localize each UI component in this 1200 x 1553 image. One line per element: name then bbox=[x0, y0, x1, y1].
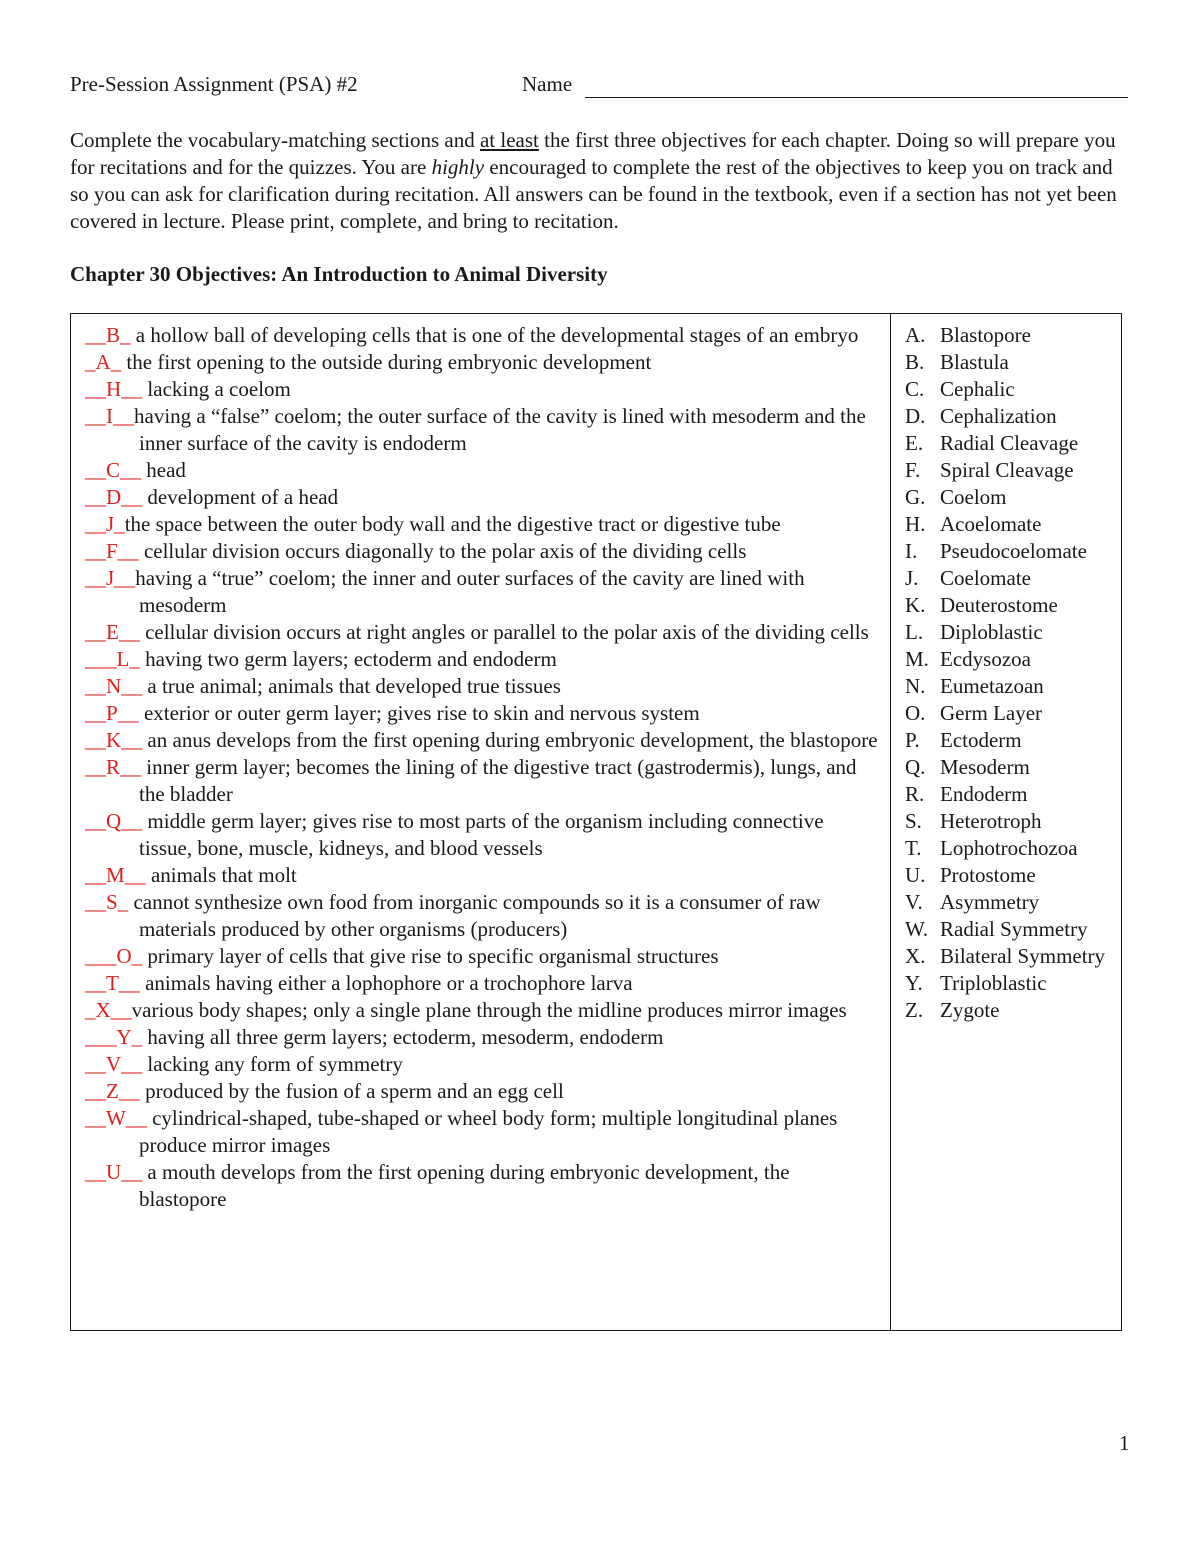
name-label: Name bbox=[522, 72, 573, 96]
definition-item bbox=[85, 1159, 881, 1213]
term-letter: Z. bbox=[905, 998, 924, 1022]
answer-blank[interactable]: ___O_ bbox=[85, 944, 143, 968]
term-name: Zygote bbox=[940, 998, 1000, 1022]
term-item bbox=[905, 403, 1115, 430]
answer-blank[interactable]: __C__ bbox=[85, 458, 142, 482]
definition-item bbox=[85, 565, 881, 619]
term-name: Heterotroph bbox=[940, 809, 1042, 833]
answer-blank[interactable]: __U__ bbox=[85, 1160, 143, 1184]
definition-text: having a “false” coelom; the outer surface of the cavity is lined with mesoderm and the inner surface of the cavity is endoderm bbox=[134, 404, 866, 455]
term-name: Protostome bbox=[940, 863, 1036, 887]
term-item bbox=[905, 754, 1115, 781]
term-item bbox=[905, 457, 1115, 484]
term-letter: H. bbox=[905, 512, 926, 536]
assignment-title: Pre-Session Assignment (PSA) #2 bbox=[70, 72, 358, 96]
term-name: Ectoderm bbox=[940, 728, 1022, 752]
term-item bbox=[905, 997, 1115, 1024]
term-item bbox=[905, 538, 1115, 565]
definition-text: having two germ layers; ectoderm and endoderm bbox=[139, 647, 557, 671]
answer-blank[interactable]: ___L_ bbox=[85, 647, 140, 671]
term-item bbox=[905, 673, 1115, 700]
term-name: Diploblastic bbox=[940, 620, 1043, 644]
term-item bbox=[905, 835, 1115, 862]
term-item bbox=[905, 484, 1115, 511]
definition-item bbox=[85, 889, 881, 943]
term-item bbox=[905, 349, 1115, 376]
answer-blank[interactable]: __P__ bbox=[85, 701, 139, 725]
definition-item bbox=[85, 457, 881, 484]
term-name: Acoelomate bbox=[940, 512, 1042, 536]
definition-item bbox=[85, 862, 881, 889]
term-letter: C. bbox=[905, 377, 925, 401]
answer-blank[interactable]: __R__ bbox=[85, 755, 142, 779]
term-letter: U. bbox=[905, 863, 926, 887]
term-name: Lophotrochozoa bbox=[940, 836, 1078, 860]
term-item bbox=[905, 862, 1115, 889]
term-letter: O. bbox=[905, 701, 926, 725]
term-name: Radial Symmetry bbox=[940, 917, 1088, 941]
definition-item bbox=[85, 376, 881, 403]
answer-blank[interactable]: __I__ bbox=[85, 404, 134, 428]
answer-blank[interactable]: __Z__ bbox=[85, 1079, 140, 1103]
term-letter: G. bbox=[905, 485, 926, 509]
answer-blank[interactable]: __Q__ bbox=[85, 809, 143, 833]
term-item bbox=[905, 376, 1115, 403]
term-letter: T. bbox=[905, 836, 922, 860]
answer-blank[interactable]: __H__ bbox=[85, 377, 143, 401]
instructions-underlined: at least bbox=[479, 128, 539, 152]
term-item bbox=[905, 511, 1115, 538]
term-item bbox=[905, 700, 1115, 727]
definition-text: middle germ layer; gives rise to most parts of the organism including connective tissue, bone, muscle, kidneys, and blood vessels bbox=[139, 809, 824, 860]
definition-item bbox=[85, 997, 881, 1024]
definition-item bbox=[85, 403, 881, 457]
term-name: Triploblastic bbox=[940, 971, 1047, 995]
term-letter: V. bbox=[905, 890, 923, 914]
term-letter: E. bbox=[905, 431, 924, 455]
definition-text: development of a head bbox=[142, 485, 339, 509]
instructions-text: the first three objectives for each chapter. Doing so will prepare you for recitations and for the quizzes. You are bbox=[70, 128, 1116, 179]
term-name: Radial Cleavage bbox=[940, 431, 1079, 455]
term-name: Coelom bbox=[940, 485, 1007, 509]
definition-text: a mouth develops from the first opening during embryonic development, the blastopore bbox=[139, 1160, 790, 1211]
term-letter: I. bbox=[905, 539, 918, 563]
answer-blank[interactable]: __B_ bbox=[85, 323, 131, 347]
definition-text: having all three germ layers; ectoderm, mesoderm, endoderm bbox=[142, 1025, 664, 1049]
chapter-title: Chapter 30 Objectives: An Introduction to Animal Diversity bbox=[70, 262, 608, 286]
definition-text: exterior or outer germ layer; gives rise to skin and nervous system bbox=[138, 701, 700, 725]
term-letter: J. bbox=[905, 566, 919, 590]
term-name: Blastopore bbox=[940, 323, 1031, 347]
definition-item bbox=[85, 727, 881, 754]
page-number: 1 bbox=[1119, 1431, 1130, 1455]
term-name: Endoderm bbox=[940, 782, 1028, 806]
term-item bbox=[905, 430, 1115, 457]
definition-item bbox=[85, 1024, 881, 1051]
definition-text: lacking a coelom bbox=[142, 377, 291, 401]
term-letter: M. bbox=[905, 647, 929, 671]
term-item bbox=[905, 592, 1115, 619]
instructions-italic: highly bbox=[431, 155, 485, 179]
term-letter: A. bbox=[905, 323, 926, 347]
answer-blank[interactable]: __T__ bbox=[85, 971, 140, 995]
term-item bbox=[905, 322, 1115, 349]
name-blank-line[interactable] bbox=[585, 97, 1128, 98]
definition-text: the first opening to the outside during embryonic development bbox=[121, 350, 652, 374]
definition-item bbox=[85, 484, 881, 511]
definition-item bbox=[85, 700, 881, 727]
term-name: Cephalic bbox=[940, 377, 1015, 401]
definitions-column bbox=[85, 322, 881, 1213]
term-letter: D. bbox=[905, 404, 926, 428]
term-item bbox=[905, 943, 1115, 970]
definition-text: cannot synthesize own food from inorganic compounds so it is a consumer of raw materials produced by other organisms (producers) bbox=[128, 890, 821, 941]
definition-text: cellular division occurs diagonally to the polar axis of the dividing cells bbox=[138, 539, 747, 563]
column-divider bbox=[890, 314, 891, 1330]
answer-blank[interactable]: __D__ bbox=[85, 485, 143, 509]
term-letter: S. bbox=[905, 809, 922, 833]
definition-item bbox=[85, 808, 881, 862]
term-letter: L. bbox=[905, 620, 924, 644]
definition-text: animals having either a lophophore or a trochophore larva bbox=[139, 971, 633, 995]
definition-item bbox=[85, 754, 881, 808]
term-item bbox=[905, 727, 1115, 754]
term-item bbox=[905, 889, 1115, 916]
term-name: Bilateral Symmetry bbox=[940, 944, 1106, 968]
answer-blank[interactable]: __S_ bbox=[85, 890, 129, 914]
term-name: Cephalization bbox=[940, 404, 1057, 428]
answer-blank[interactable]: _A_ bbox=[85, 350, 122, 374]
page-header bbox=[70, 72, 1130, 102]
answer-blank[interactable]: ___Y_ bbox=[85, 1025, 143, 1049]
definition-text: produced by the fusion of a sperm and an egg cell bbox=[139, 1079, 564, 1103]
definition-item bbox=[85, 1105, 881, 1159]
term-letter: R. bbox=[905, 782, 925, 806]
term-name: Eumetazoan bbox=[940, 674, 1044, 698]
definition-text: lacking any form of symmetry bbox=[142, 1052, 403, 1076]
definition-text: primary layer of cells that give rise to specific organismal structures bbox=[142, 944, 719, 968]
term-item bbox=[905, 970, 1115, 997]
term-letter: P. bbox=[905, 728, 920, 752]
definition-text: cellular division occurs at right angles or parallel to the polar axis of the dividing cells bbox=[139, 620, 869, 644]
answer-blank[interactable]: _X__ bbox=[85, 998, 132, 1022]
term-item bbox=[905, 781, 1115, 808]
answer-blank[interactable]: __N__ bbox=[85, 674, 143, 698]
instructions-paragraph bbox=[70, 127, 1132, 235]
term-item bbox=[905, 619, 1115, 646]
vocabulary-matching-table bbox=[70, 313, 1122, 1331]
term-name: Blastula bbox=[940, 350, 1009, 374]
definition-item bbox=[85, 673, 881, 700]
definition-text: cylindrical-shaped, tube-shaped or wheel body form; multiple longitudinal planes produce mirror images bbox=[139, 1106, 838, 1157]
term-name: Germ Layer bbox=[940, 701, 1043, 725]
definition-item bbox=[85, 349, 881, 376]
terms-column bbox=[905, 322, 1115, 1024]
definition-text: animals that molt bbox=[145, 863, 297, 887]
instructions-text: Complete the vocabulary-matching sections and bbox=[70, 128, 480, 152]
answer-blank[interactable]: __W__ bbox=[85, 1106, 147, 1130]
definition-item bbox=[85, 322, 881, 349]
term-letter: Y. bbox=[905, 971, 923, 995]
term-name: Pseudocoelomate bbox=[940, 539, 1087, 563]
definition-item bbox=[85, 1051, 881, 1078]
term-name: Ecdysozoa bbox=[940, 647, 1031, 671]
term-item bbox=[905, 646, 1115, 673]
definition-item bbox=[85, 1078, 881, 1105]
answer-blank[interactable]: __F__ bbox=[85, 539, 139, 563]
answer-blank[interactable]: __E__ bbox=[85, 620, 140, 644]
answer-blank[interactable]: __M__ bbox=[85, 863, 146, 887]
definition-text: various body shapes; only a single plane through the midline produces mirror images bbox=[131, 998, 847, 1022]
definition-item bbox=[85, 646, 881, 673]
term-name: Deuterostome bbox=[940, 593, 1058, 617]
term-item bbox=[905, 808, 1115, 835]
definition-text: having a “true” coelom; the inner and outer surfaces of the cavity are lined with mesoderm bbox=[135, 566, 805, 617]
definition-text: an anus develops from the first opening during embryonic development, the blastopore bbox=[142, 728, 878, 752]
definition-item bbox=[85, 511, 881, 538]
instructions-text: encouraged to complete the rest of the objectives to keep you on track and so you can ask for clarification during recitation. All answers can be found in the textbook, even if a section has not yet been covered in lecture. Please print, complete, and bring to recitation. bbox=[70, 155, 1117, 233]
term-letter: X. bbox=[905, 944, 926, 968]
definition-text: a hollow ball of developing cells that is one of the developmental stages of an embryo bbox=[130, 323, 859, 347]
term-letter: F. bbox=[905, 458, 921, 482]
answer-blank[interactable]: __K__ bbox=[85, 728, 143, 752]
term-letter: B. bbox=[905, 350, 925, 374]
answer-blank[interactable]: __J__ bbox=[85, 566, 136, 590]
term-item bbox=[905, 916, 1115, 943]
term-name: Mesoderm bbox=[940, 755, 1030, 779]
definition-item bbox=[85, 538, 881, 565]
definition-text: the space between the outer body wall and the digestive tract or digestive tube bbox=[124, 512, 781, 536]
definition-item bbox=[85, 943, 881, 970]
term-name: Coelomate bbox=[940, 566, 1031, 590]
term-letter: K. bbox=[905, 593, 926, 617]
definition-item bbox=[85, 619, 881, 646]
answer-blank[interactable]: __V__ bbox=[85, 1052, 143, 1076]
answer-blank[interactable]: __J_ bbox=[85, 512, 125, 536]
term-letter: W. bbox=[905, 917, 929, 941]
definition-text: inner germ layer; becomes the lining of the digestive tract (gastrodermis), lungs, and the bladder bbox=[139, 755, 857, 806]
definition-item bbox=[85, 970, 881, 997]
definition-text: a true animal; animals that developed true tissues bbox=[142, 674, 561, 698]
term-name: Asymmetry bbox=[940, 890, 1040, 914]
definition-text: head bbox=[141, 458, 186, 482]
term-name: Spiral Cleavage bbox=[940, 458, 1074, 482]
term-item bbox=[905, 565, 1115, 592]
term-letter: Q. bbox=[905, 755, 926, 779]
term-letter: N. bbox=[905, 674, 926, 698]
